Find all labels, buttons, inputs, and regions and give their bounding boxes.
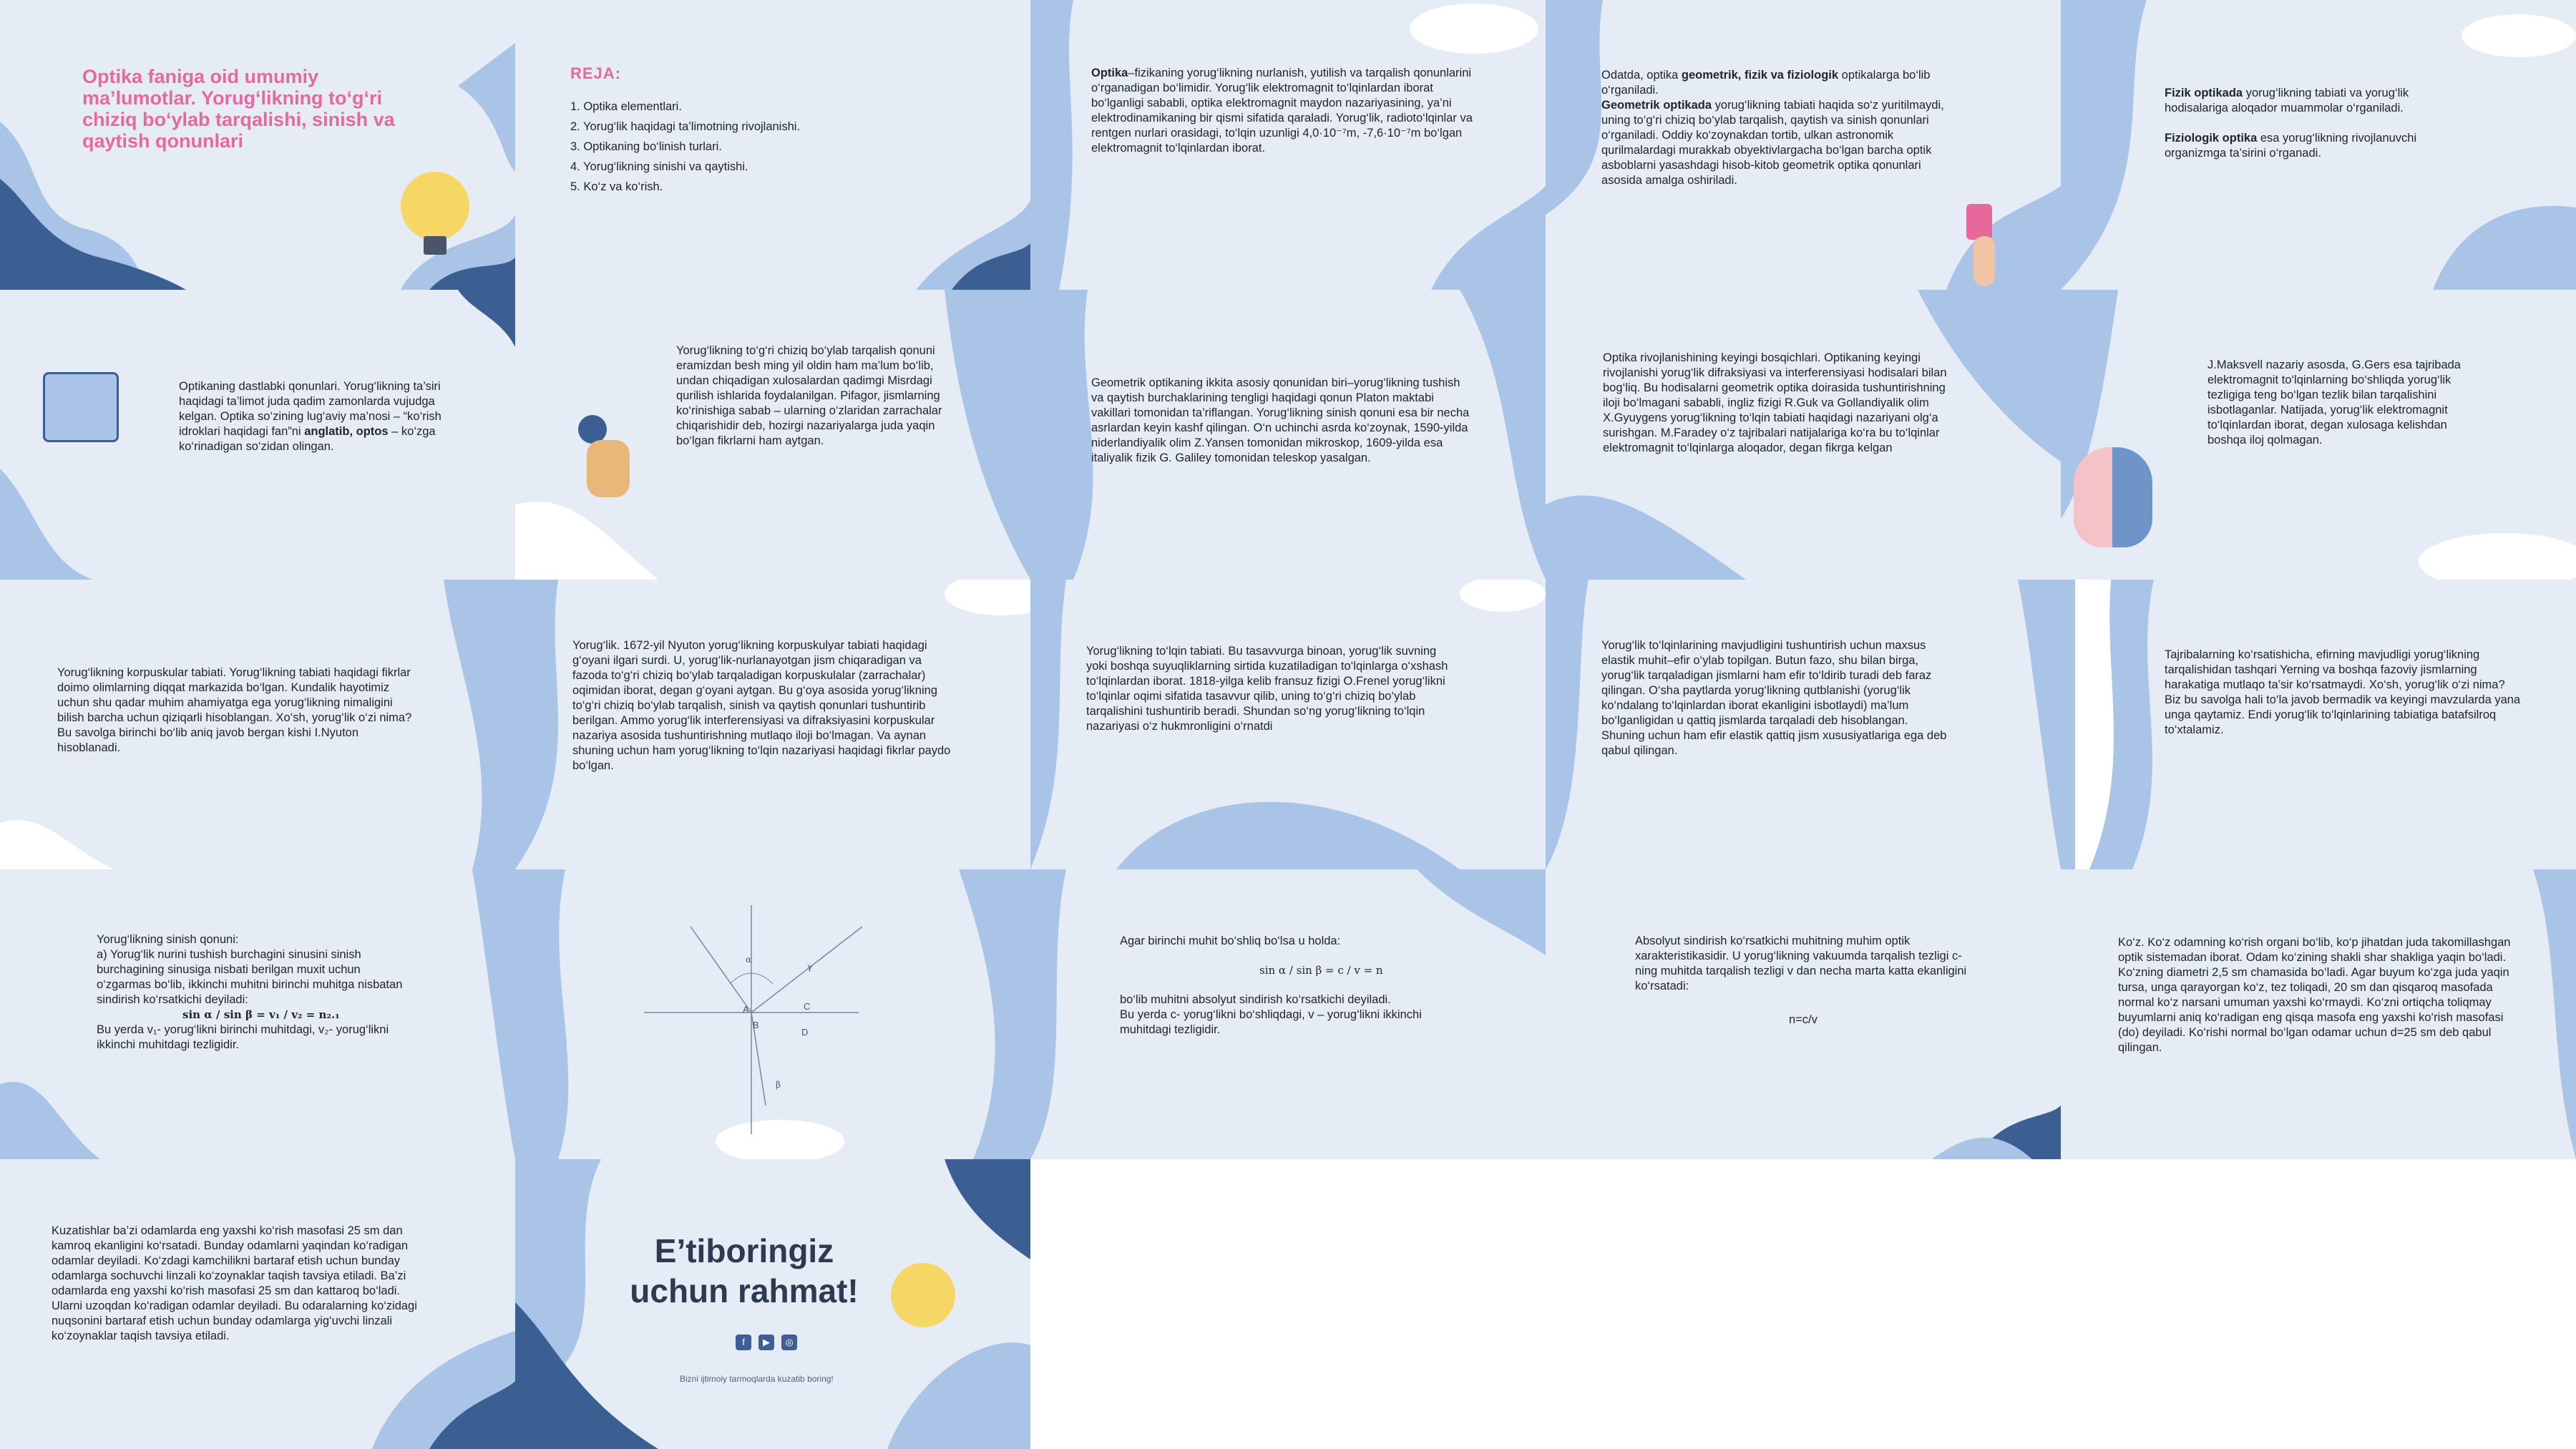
newton-text: Yorug‘lik. 1672-yil Nyuton yorug‘likning korpuskulyar tabiati haqidagi g‘oyani ilgari surdi. U, yorug‘lik-nurlanayotgan jism chiqaradigan va fazoda to‘g‘ri chiziq bo‘ylab tarqaladigan korpuskulalar (zarrachalar) oqimidan iborat, degan g‘oyani aytgan. Bu g‘oya asosida yorug‘likning to‘g‘ri chiziq bo‘ylab tarqalish, sinish va qaytish qonunlari tushuntirib berilgan. Ammo yorug‘lik interferensiyasi va difraksiyasini korpuskular nazariya asosida tushuntirishning mutlaqo iloji bo‘lmagan. Va aynan shuning uchun ham yorug‘likning to‘lqin nazariyasi haqidagi fikrlar paydo bo‘lgan. [572, 639, 951, 772]
vacuum-case-heading: Agar birinchi muhit bo‘shliq bo‘lsa u holda: [1120, 935, 1341, 947]
refraction-formula: sin α / sin β = v₁ / v₂ = n₂.₁ [182, 1008, 340, 1021]
vacuum-case-note: Bu yerda c- yorug‘likni bo‘shliqdagi, v – yorug‘likni ikkinchi muhitdagi tezligidir. [1120, 1008, 1422, 1036]
plan-item: 3. Optikaning bo‘linish turlari. [570, 140, 722, 153]
slide-17[interactable] [515, 869, 1030, 1159]
later-stages-text: Optika rivojlanishining keyingi bosqichlari. Optikaning keyingi rivojlanishi yorug‘lik difraksiyasi va interferensiyasi hodisalari bilan bog‘liq. Bu hodisalarni geometrik optika doirasida tushuntirishning iloji bo‘lmagani sababli, ingliz fizigi R.Guk va Gollandiyalik olim X.Gyuygens yorug‘likning to‘lqin tabiati haqidagi nazariyani olg‘a surishgan. M.Faradey o‘z tajribalari natijalariga ko‘ra bu to‘lqinlar elektromagnit to‘lqinlarga aloqador, degan fikrga kelgan [1603, 351, 1947, 454]
eye-text: Ko‘z. Ko‘z odamning ko‘rish organi bo‘lib, ko‘p jihatdan juda takomillashgan optik sistemadan iborat. Odam ko‘zining shakli shar shakliga yaqin bo‘ladi. Ko‘zning diametri 2,5 sm chamasida bo‘ladi. Agar buyum ko‘zga juda yaqin tursa, unga qarayorgan ko‘z, tez toliqadi, 20 sm dan qisqaroq masofada normal ko‘z narsani umuman yaxshi ko‘rmaydi. Ko‘zni ortiqcha toliqmay buyumlarni aniq ko‘radigan eng qisqa masofa eng yaxshi ko‘rish masofasi (do) deyiladi. Ko‘rishi normal bo‘lgan odamar uchun d=25 sm deb qabul qilingan. [2118, 936, 2511, 1054]
hand-shape [587, 440, 630, 497]
diagram-label-gamma: γ [807, 962, 813, 972]
slide-4[interactable] [1546, 0, 2061, 290]
follow-note: Bizni ijtimoiy tarmoqlarda kuzatib boring! [680, 1374, 834, 1384]
thanks-line-1: E’tiboringiz [654, 1232, 834, 1269]
plan-item: 5. Ko‘z va ko‘rish. [570, 180, 663, 193]
absolute-index-formula: n=c/v [1789, 1013, 1818, 1026]
slide-11[interactable] [0, 580, 515, 869]
lightbulb-base [424, 236, 447, 255]
lightbulb-icon [891, 1263, 955, 1327]
slide-5[interactable] [2061, 0, 2576, 290]
vacuum-case-text [1120, 934, 1456, 1038]
refraction-law-text [97, 932, 411, 1053]
diagram-label-alpha: α [746, 955, 752, 965]
button-press-icon [578, 415, 607, 444]
diagram-label-beta: β [776, 1080, 781, 1090]
absolute-index-text: Absolyut sindirish ko‘rsatkichi muhitning muhim optik xarakteristikasidir. U yorug‘likning vakuumda tarqalish tezligi c-ning muhitda tarqalish tezligi v dan necha marta katta ekanligini ko‘rsatadi: [1635, 935, 1967, 992]
optics-types-text: Odatda, optika geometrik, fizik va fiziologik optikalarga bo‘lib o‘rganiladi. Geometrik optikada yorug‘likning tabiati haqida so‘z yuritilmaydi, uning to‘g‘ri chiziq bo‘ylab tarqalish, qaytish va sinish qonunlari o‘rganiladi. Oddiy ko‘zoynakdan tortib, ulkan astronomik qurilmalardagi murakkab obyektivlargacha bo‘lgan barcha optik asboblarni yasashdagi hisob-kitob geometrik optika qonunlari asosida amalga oshiriladi. [1601, 69, 1944, 187]
slide-12[interactable] [515, 580, 1030, 869]
plan-list [570, 97, 800, 197]
plan-heading: REJA: [570, 64, 622, 82]
lightbulb-icon [401, 172, 469, 240]
plan-item: 2. Yorug‘lik haqidagi ta’limotning rivojlanishi. [570, 120, 801, 133]
diagram-label-c: C [804, 1001, 811, 1012]
slide-19[interactable] [1546, 869, 2061, 1159]
slide-13[interactable] [1030, 580, 1546, 869]
slide-8[interactable] [1030, 290, 1546, 580]
straight-line-text: Yorug‘likning to‘g‘ri chiziq bo‘ylab tarqalish qonuni eramizdan besh ming yil oldin ham ma’lum bo‘lib, undan chiqadigan xulosalardan qadimgi Misrdagi qurilish ishlarida foydalanilgan. Pifagor, jismlarning ko‘rinishiga sabab – ularning o‘zlaridan zarrachalar chiqarishidir deb, hozirgi nazariyalarga juda yaqin bo‘lgan fikrlarni ham aytgan. [676, 344, 942, 447]
vacuum-formula: sin α / sin β = c / v = n [1259, 964, 1383, 977]
vision-defects-text: Kuzatishlar ba’zi odamlarda eng yaxshi ko‘rish masofasi 25 sm dan kamroq ekanligini ko‘rsatadi. Bunday odamlarni yaqindan ko‘radigan odamlar deyiladi. Ko‘zdagi kamchilikni bartaraf etish uchun bunday odamlarga sochuvchi linzali ko‘zoynaklar taqish tavsiya etiladi. Ba’zi odamlarda eng yaxshi ko‘rish masofasi 25 sm dan kattaroq bo‘ladi. Ularni uzoqdan ko‘radigan odamlar deyiladi. Bu odaralarning ko‘zidagi nuqsonini bartaraf etish uchun bunday odamlarga yig‘uvchi linzali ko‘zoynaklar taqish tavsiya etiladi. [52, 1224, 417, 1342]
physical-optics-text: Fizik optikada yorug‘likning tabiati va yorug‘lik hodisalariga aloqador muammolar o‘rganiladi. Fiziologik optika esa yorug‘likning rivojlanuvchi organizmga ta’sirini o‘rganadi. [2165, 87, 2417, 160]
thanks-heading [615, 1231, 873, 1311]
plug-icon [43, 372, 119, 442]
optics-definition: Optika–fizikaning yorug‘likning nurlanish, yutilish va tarqalish qonunlarini o‘rganadigan bo‘limidir. Yorug‘lik elektromagnit to‘lqinlardan iborat bo‘lganligi sababli, optika elektromagnit maydon nazariyasining, ya’ni elektrodinamikaning bir qismi sifatida qaraladi. Yorug‘lik, radioto‘lqinlar va rentgen nurlari orasidagi, to‘lqin uzunligi 4,0·10⁻⁷m, -7,6·10⁻⁷m bo‘lgan elektromagnit to‘lqinlardan iborat. [1091, 67, 1473, 155]
diagram-label-a: A [743, 1004, 749, 1015]
slide-10[interactable] [2061, 290, 2576, 580]
facebook-icon[interactable]: f [736, 1335, 751, 1350]
thanks-line-2: uchun rahmat! [630, 1272, 859, 1309]
slide-14[interactable] [1546, 580, 2061, 869]
slide-16[interactable] [0, 869, 515, 1159]
maxwell-text: J.Maksvell nazariy asosda, G.Gers esa tajribada elektromagnit to‘lqinlarning bo‘shliqda yorug‘lik tezligiga teng bo‘lgan tezlik bilan tarqalishini isbotlaganlar. Natijada, yorug‘lik elektromagnit to‘lqinlardan iborat, degan xulosaga kelishdan boshqa iloj qolmagan. [2207, 358, 2461, 447]
phone-hand-icon [1966, 204, 1992, 240]
slide-15[interactable] [2061, 580, 2576, 869]
slide-9[interactable] [1546, 290, 2061, 580]
refraction-law-body: a) Yorug‘lik nurini tushish burchagini sinusini sinish burchagining sinusiga nisbati berilgan muxit uchun o‘zgarmas bo‘lib, ikkinchi muhitni birinchi muhitga nisbatan sindirish ko‘rsatkichi deyiladi: [97, 948, 403, 1006]
finger-shape [1974, 236, 1995, 286]
youtube-icon[interactable]: ▶ [758, 1335, 774, 1350]
diagram-label-d: D [801, 1027, 809, 1038]
refraction-diagram [515, 869, 1030, 1159]
slide-7[interactable] [515, 290, 1030, 580]
refraction-law-note: Bu yerda v₁- yorug‘likni birinchi muhitdagi, v₂- yorug‘likni ikkinchi muhitdagi tezligidir. [97, 1023, 389, 1051]
diagram-label-b: B [753, 1020, 759, 1030]
early-laws-text: Optikaning dastlabki qonunlari. Yorug‘likning ta’siri haqidagi ta’limot juda qadim zamonlarda vujudga kelgan. Optika so‘zining lug‘aviy ma’nosi – “ko‘rish idroklari haqidagi fan”ni anglatib, optos – ko‘zga ko‘rinadigan so‘zidan olingan. [179, 380, 441, 453]
instagram-icon[interactable]: ◎ [781, 1335, 797, 1350]
refraction-law-heading: Yorug‘likning sinish qonuni: [97, 933, 239, 946]
slide-22[interactable] [515, 1159, 1030, 1449]
slide-2[interactable] [515, 0, 1030, 290]
slide-1[interactable] [0, 0, 515, 290]
geometric-laws-text: Geometrik optikaning ikkita asosiy qonunidan biri–yorug‘likning tushish va qaytish burchaklarining tengligi haqidagi qonun Platon maktabi vakillari tomonidan ta’riflangan. Yorug‘likning sinish qonuni esa bir necha asrlardan keyin kashf qilingan. O‘n uchinchi asrda ko‘zoynak, 1590-yilda niderlandiyalik olim Z.Yansen tomonidan mikroskop, 1609-yilda esa italiyalik fizik G. Galiley tomonidan teleskop yasalgan. [1091, 376, 1470, 464]
vacuum-case-def: bo‘lib muhitni absolyut sindirish ko‘rsatkichi deyiladi. [1120, 993, 1391, 1006]
slide-title: Optika faniga oid umumiy ma’lumotlar. Yorug‘likning to‘g‘ri chiziq bo‘ylab tarqalishi, sinish va qaytish qonunlari [82, 66, 395, 152]
slide-21[interactable] [0, 1159, 515, 1449]
slide-3[interactable] [1030, 0, 1546, 290]
plan-item: 4. Yorug‘likning sinishi va qaytishi. [570, 160, 748, 173]
slide-6[interactable] [0, 290, 515, 580]
plan-item: 1. Optika elementlari. [570, 100, 682, 113]
ether-text: Yorug‘lik to‘lqinlarining mavjudligini tushuntirish uchun maxsus elastik muhit–efir o‘ylab topilgan. Butun fazo, shu bilan birga, yorug‘lik tarqaladigan jismlarni ham efir to‘ldirib turadi deb faraz qilingan. O‘sha paytlarda yorug‘likning qutblanishi (yorug‘lik ko‘ndalang to‘lqinlardan iborat ekanligini isbotlaydi) ma’lum bo‘lganligidan u qattiq jismlarda tarqaladi deb hisoblangan. Shuning uchun ham efir elastik qattiq jism xususiyatlariga ega deb qabul qilingan. [1601, 639, 1947, 757]
slide-20[interactable] [2061, 869, 2576, 1159]
experiments-text: Tajribalarning ko‘rsatishicha, efirning mavjudligi yorug‘likning tarqalishidan tashqari Yerning va boshqa fazoviy jismlarning harakatiga mutlaqo ta’sir ko‘rsatmaydi. Xo‘sh, yorug‘lik o‘zi nima? Biz bu savolga hali to‘la javob bermadik va keyingi mavzularda yana unga qaytamiz. Endi yorug‘lik to‘lqinlarining tabiatiga batafsilroq to‘xtalamiz. [2165, 648, 2521, 736]
slide-18[interactable] [1030, 869, 1546, 1159]
social-icons [736, 1335, 800, 1352]
corpuscular-text: Yorug‘likning korpuskular tabiati. Yorug‘likning tabiati haqidagi fikrlar doimo olimlarning diqqat markazida bo‘lgan. Kundalik hayotimiz uchun shu qadar muhim ahamiyatga ega yorug‘likning nimaligini bilish barcha uchun qiziqarli hisoblangan. Xo‘sh, yorug‘lik o‘zi nima? Bu savolga birinchi bo‘lib aniq javob bergan kishi I.Nyuton hisoblanadi. [57, 666, 412, 754]
wave-nature-text: Yorug‘likning to‘lqin tabiati. Bu tasavvurga binoan, yorug‘lik suvning yoki boshqa suyuqliklarning sirtida kuzatiladigan to‘lqinlarga o‘xshash to‘lqinlardan iborat. 1818-yilga kelib fransuz fizigi O.Frenel yorug‘likni to‘lqinlar oqimi sifatida tasavvur qilib, uning to‘g‘ri chiziq bo‘ylab tarqalishini tushuntirib beradi. Shundan so‘ng yorug‘likning to‘lqin nazariyasi o‘z hukmronligini o‘rnatdi [1086, 645, 1448, 733]
